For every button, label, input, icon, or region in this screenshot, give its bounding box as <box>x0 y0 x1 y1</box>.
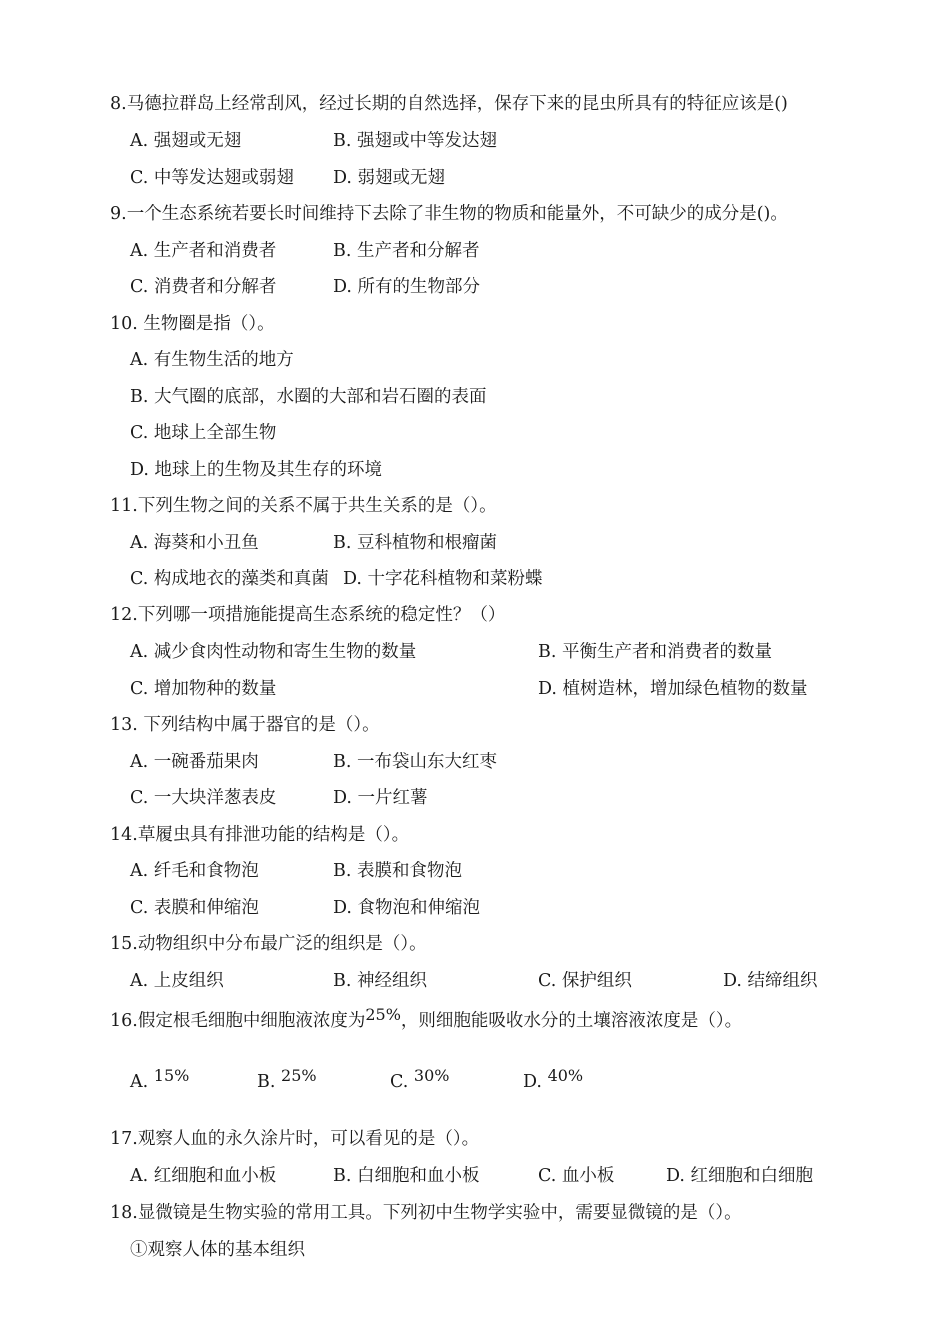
question-17-stem: 17.观察人血的永久涂片时，可以看见的是（）。 <box>110 1129 480 1149</box>
question-11-option-d: D. 十字花科植物和菜粉蝶 <box>343 569 543 589</box>
question-11-option-c: C. 构成地衣的藻类和真菌 <box>130 569 329 589</box>
question-16-stem: 16.假定根毛细胞中细胞液浓度为25%，则细胞能吸收水分的土壤溶液浓度是（）。 <box>110 1005 743 1031</box>
question-8-option-c: C. 中等发达翅或弱翅 <box>130 168 294 188</box>
question-8-stem: 8.马德拉群岛上经常刮风，经过长期的自然选择，保存下来的昆虫所具有的特征应该是() <box>110 94 788 114</box>
question-10-option-b: B. 大气圈的底部，水圈的大部和岩石圈的表面 <box>130 387 487 407</box>
question-8-option-b: B. 强翅或中等发达翅 <box>333 131 497 151</box>
question-18-item-1: ①观察人体的基本组织 <box>130 1240 305 1260</box>
question-10-option-d: D. 地球上的生物及其生存的环境 <box>130 460 383 480</box>
question-9-option-c: C. 消费者和分解者 <box>130 277 277 297</box>
question-15-option-a: A. 上皮组织 <box>130 971 224 991</box>
question-15-option-b: B. 神经组织 <box>333 971 427 991</box>
question-16-option-d: D. 40% <box>523 1066 584 1092</box>
question-18-stem: 18.显微镜是生物实验的常用工具。下列初中生物学实验中，需要显微镜的是（）。 <box>110 1203 742 1223</box>
question-13-option-a: A. 一碗番茄果肉 <box>130 752 259 772</box>
question-17-option-d: D. 红细胞和白细胞 <box>666 1166 814 1186</box>
question-13-option-b: B. 一布袋山东大红枣 <box>333 752 497 772</box>
question-16-option-a: A. 15% <box>130 1066 190 1092</box>
question-16-option-b: B. 25% <box>257 1066 317 1092</box>
question-13-option-c: C. 一大块洋葱表皮 <box>130 788 277 808</box>
question-14-option-d: D. 食物泡和伸缩泡 <box>333 898 481 918</box>
question-17-option-a: A. 红细胞和血小板 <box>130 1166 277 1186</box>
question-12-option-d: D. 植树造林，增加绿色植物的数量 <box>538 679 808 699</box>
question-13-stem: 13. 下列结构中属于器官的是（）。 <box>110 715 380 735</box>
question-10-option-c: C. 地球上全部生物 <box>130 423 277 443</box>
question-15-stem: 15.动物组织中分布最广泛的组织是（）。 <box>110 934 427 954</box>
question-8-option-d: D. 弱翅或无翅 <box>333 168 446 188</box>
question-16-option-c: C. 30% <box>390 1066 450 1092</box>
question-13-option-d: D. 一片红薯 <box>333 788 428 808</box>
question-15-option-c: C. 保护组织 <box>538 971 632 991</box>
question-8-option-a: A. 强翅或无翅 <box>130 131 242 151</box>
question-9-option-b: B. 生产者和分解者 <box>333 241 480 261</box>
question-11-stem: 11.下列生物之间的关系不属于共生关系的是（）。 <box>110 496 497 516</box>
question-12-stem: 12.下列哪一项措施能提高生态系统的稳定性？（） <box>110 605 506 625</box>
question-17-option-c: C. 血小板 <box>538 1166 615 1186</box>
question-12-option-c: C. 增加物种的数量 <box>130 679 277 699</box>
question-14-option-a: A. 纤毛和食物泡 <box>130 861 259 881</box>
question-12-option-a: A. 减少食肉性动物和寄生生物的数量 <box>130 642 417 662</box>
question-14-option-c: C. 表膜和伸缩泡 <box>130 898 259 918</box>
question-9-stem: 9.一个生态系统若要长时间维持下去除了非生物的物质和能量外，不可缺少的成分是()。 <box>110 204 788 224</box>
question-17-option-b: B. 白细胞和血小板 <box>333 1166 480 1186</box>
question-14-option-b: B. 表膜和食物泡 <box>333 861 462 881</box>
question-10-option-a: A. 有生物生活的地方 <box>130 350 294 370</box>
question-11-option-a: A. 海葵和小丑鱼 <box>130 533 259 553</box>
question-9-option-a: A. 生产者和消费者 <box>130 241 277 261</box>
question-12-option-b: B. 平衡生产者和消费者的数量 <box>538 642 772 662</box>
question-14-stem: 14.草履虫具有排泄功能的结构是（）。 <box>110 825 410 845</box>
question-9-option-d: D. 所有的生物部分 <box>333 277 481 297</box>
question-15-option-d: D. 结缔组织 <box>723 971 818 991</box>
question-10-stem: 10. 生物圈是指（）。 <box>110 314 275 334</box>
question-11-option-b: B. 豆科植物和根瘤菌 <box>333 533 497 553</box>
